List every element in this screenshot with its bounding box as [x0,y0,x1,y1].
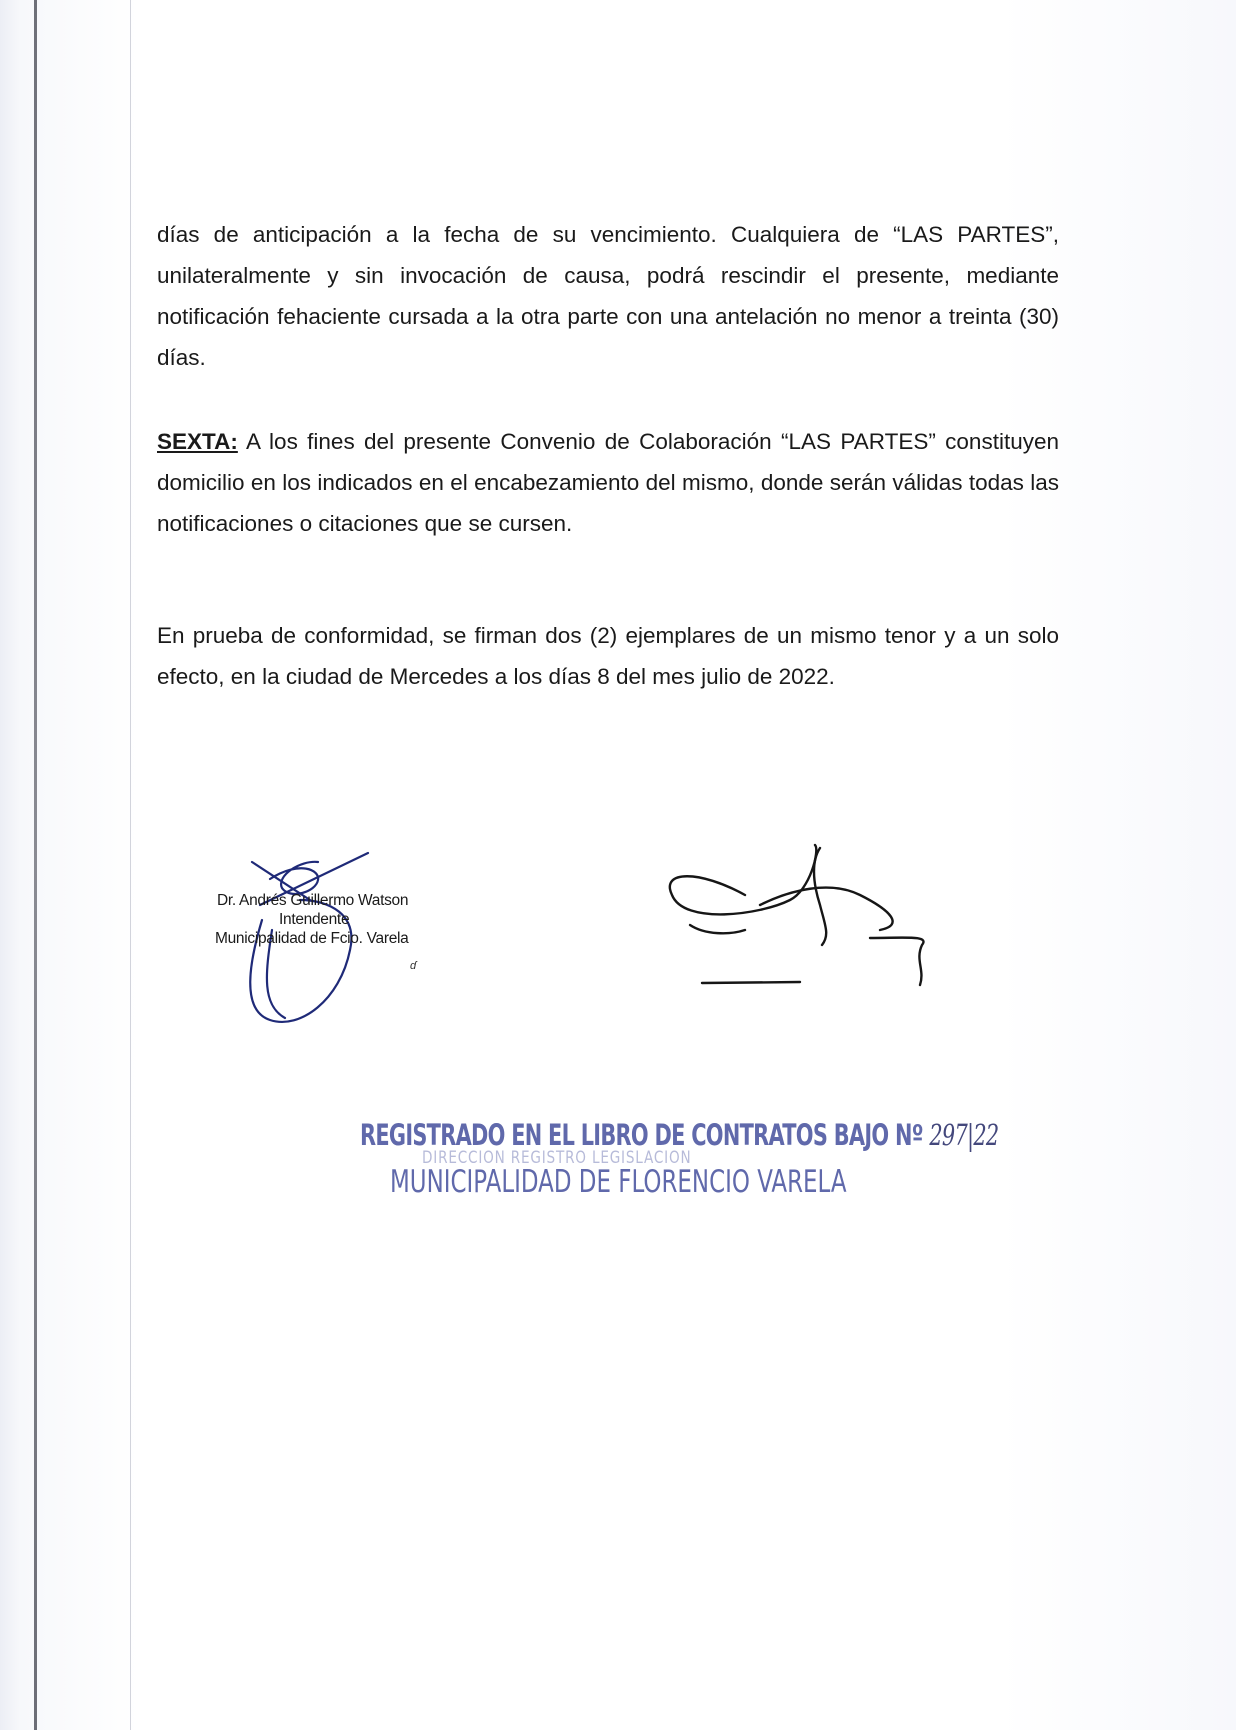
paragraph-term-rescission: días de anticipación a la fecha de su vencimiento. Cualquiera de “LAS PARTES”, unilateralmente y sin invocación de causa, podrá rescindir el presente, mediante notificación fehaciente cursada a la otra parte con una antelación no menor a treinta (30) días. [157,222,1059,370]
signatory-name: Dr. Andrés Guillermo Watson [217,892,409,909]
stamp-line-1 [360,1118,999,1152]
signature-block-left [215,891,455,948]
paragraph-conformity: En prueba de conformidad, se firman dos (2) ejemplares de un mismo tenor y a un solo efecto, en la ciudad de Mercedes a los días 8 del mes julio de 2022. [157,623,1059,689]
signature-mark: ɗ [410,960,417,972]
stamp-contract-number: 297|22 [929,1118,999,1152]
stamp-line-2: DIRECCION REGISTRO LEGISLACION [422,1148,692,1168]
clause-label-sexta: SEXTA: [157,429,238,454]
registration-stamp [360,1118,999,1200]
clause-text-sexta: A los fines del presente Convenio de Colaboración “LAS PARTES” constituyen domicilio en los indicados en el encabezamiento del mismo, donde serán válidas todas las notificaciones o citaciones que se cursen. [157,429,1059,536]
stamp-line-1-text: REGISTRADO EN EL LIBRO DE CONTRATOS BAJO Nº [360,1118,930,1152]
stamp-line-3: MUNICIPALIDAD DE FLORENCIO VARELA [390,1164,847,1200]
signatory-office: Municipalidad de Fcio. Varela [215,930,409,947]
signatory-role: Intendente [279,911,350,928]
